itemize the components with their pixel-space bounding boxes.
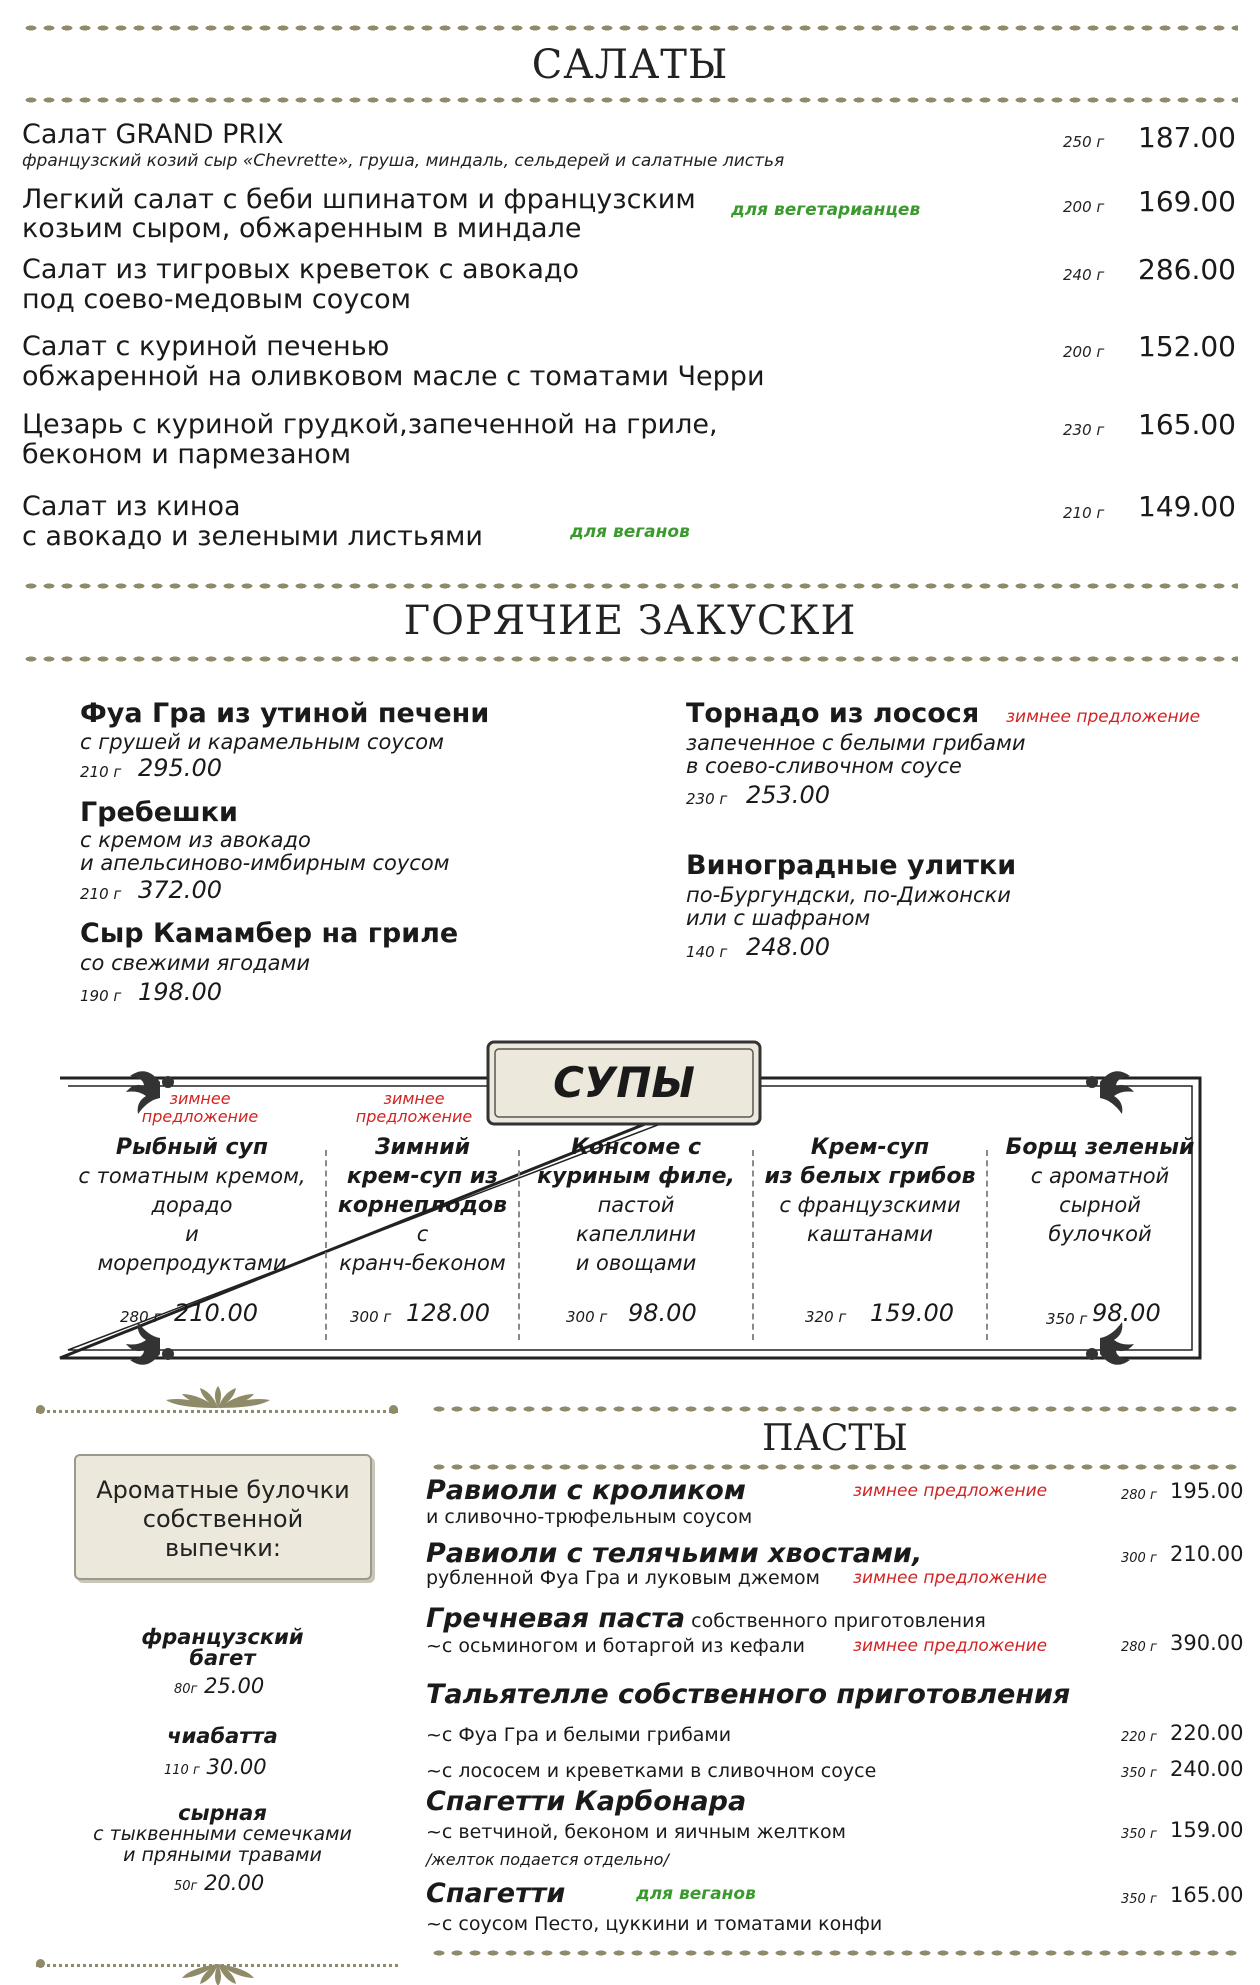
salad-weight: 230 г [1063, 421, 1105, 439]
soup-desc: морепродуктами [97, 1251, 287, 1275]
bread-name: французский [141, 1625, 304, 1649]
salad-name: Салат GRAND PRIX [22, 119, 284, 150]
hot-top-ornament [22, 580, 1238, 592]
salad-name: Цезарь с куриной грудкой,запеченной на гриле, [22, 409, 718, 440]
breads-box-title: Ароматные булочки [96, 1476, 350, 1504]
breads-box-title-line3: выпечки: [165, 1534, 281, 1562]
soup-item-consomme [522, 1133, 750, 1278]
hot-weight: 210 г [80, 763, 122, 781]
top-ornament [22, 22, 1238, 34]
soup-price: 128.00 [406, 1299, 490, 1327]
pasta-price: 165.00 [1170, 1883, 1244, 1907]
soup-desc: капеллини [575, 1222, 697, 1246]
salads-title-ornament [22, 94, 1238, 106]
soup-name: Консоме с [570, 1135, 702, 1160]
hot-weight: 230 г [686, 790, 728, 808]
winter-offer-tag: зимнее предложение [853, 1636, 1048, 1656]
salad-price: 169.00 [1138, 185, 1236, 218]
pasta-sub: ~с лососем и креветками в сливочном соусе [426, 1760, 877, 1782]
leaf-ornament-icon [148, 1384, 288, 1410]
pasta-name: Спагетти Карбонара [426, 1786, 747, 1817]
salads-title: САЛАТЫ [531, 42, 729, 88]
soup-weight: 350 г [1046, 1310, 1088, 1328]
salad-name-line2: обжаренной на оливковом масле с томатами Черри [22, 361, 765, 392]
pasta-bottom-ornament [430, 1948, 1240, 1960]
hot-desc: с кремом из авокадо [80, 828, 311, 852]
pasta-sub: ~с ветчиной, беконом и яичным желтком [426, 1821, 846, 1843]
soup-item-borscht [990, 1133, 1210, 1249]
salad-weight: 200 г [1063, 198, 1105, 216]
bread-name-line3: и пряными травами [123, 1844, 322, 1866]
soup-weight: 320 г [805, 1308, 847, 1326]
soup-weight: 300 г [566, 1308, 608, 1326]
salad-price: 149.00 [1138, 490, 1236, 523]
winter-offer-tag: зимнее предложение [1006, 707, 1201, 727]
pasta-weight: 300 г [1121, 1551, 1157, 1566]
soup-desc: с французскими [779, 1193, 961, 1217]
pasta-price: 159.00 [1170, 1818, 1244, 1842]
salad-weight: 210 г [1063, 504, 1105, 522]
salad-name-line2: беконом и пармезаном [22, 439, 352, 470]
soup-desc: кранч-беконом [339, 1251, 506, 1275]
pasta-weight: 280 г [1121, 1488, 1157, 1503]
pasta-weight: 350 г [1121, 1892, 1157, 1907]
salad-name-line2: с авокадо и зелеными листьями [22, 521, 483, 552]
bread-weight: 110 г [164, 1763, 200, 1778]
pasta-price: 220.00 [1170, 1721, 1244, 1745]
hot-price: 248.00 [746, 933, 830, 961]
pasta-weight: 350 г [1121, 1766, 1157, 1781]
soup-name: Крем-суп [810, 1135, 930, 1160]
soup-item-winter [330, 1133, 515, 1278]
hot-name: Фуа Гра из утиной печени [80, 698, 490, 729]
soup-item-fish [62, 1133, 322, 1278]
soup-divider [518, 1150, 520, 1340]
soups-title: СУПЫ [553, 1058, 695, 1107]
hot-price: 198.00 [138, 978, 222, 1006]
pasta-sub: рубленной Фуа Гра и луковым джемом [426, 1567, 821, 1589]
salad-name-line2: козьим сыром, обжаренным в миндале [22, 213, 582, 244]
salad-price: 286.00 [1138, 253, 1236, 286]
winter-offer-tag [140, 1090, 260, 1126]
soup-weight: 300 г [350, 1308, 392, 1326]
salad-name-line2: под соево-медовым соусом [22, 284, 411, 315]
pasta-sub: ~с Фуа Гра и белыми грибами [426, 1724, 732, 1746]
salad-name: Салат с куриной печенью [22, 331, 390, 362]
soup-price: 98.00 [1092, 1299, 1161, 1327]
hot-weight: 210 г [80, 885, 122, 903]
soup-price: 159.00 [870, 1299, 954, 1327]
soup-weight: 280 г [120, 1308, 162, 1326]
soup-desc: с [416, 1222, 429, 1246]
bread-price-row [164, 1755, 267, 1779]
bread-name-line2: с тыквенными семечками [93, 1823, 352, 1845]
hot-weight: 140 г [686, 943, 728, 961]
soup-name-line2: куриным филе, [537, 1164, 735, 1189]
hot-name: Торнадо из лосося [686, 698, 980, 729]
hot-name: Гребешки [80, 797, 238, 828]
soup-divider [986, 1150, 988, 1340]
salad-price: 187.00 [1138, 121, 1236, 154]
hot-desc-line2: в соево-сливочном соусе [686, 754, 962, 778]
soup-name-line2: из белых грибов [764, 1164, 976, 1189]
salad-desc: французский козий сыр «Chevrette», груша, миндаль, сельдерей и салатные листья [22, 151, 785, 171]
tag-line: предложение [355, 1107, 473, 1126]
hot-desc: со свежими ягодами [80, 951, 311, 975]
soup-name-line2: крем-суп из [346, 1164, 499, 1189]
bread-name-line2: багет [189, 1646, 256, 1670]
hot-desc: с грушей и карамельным соусом [80, 730, 444, 754]
soup-name-line3: корнеплодов [337, 1193, 508, 1218]
tag-line: предложение [141, 1107, 259, 1126]
bread-weight: 80г [174, 1682, 198, 1697]
soup-price: 210.00 [174, 1299, 258, 1327]
soup-name: Рыбный суп [115, 1135, 269, 1160]
salad-weight: 240 г [1063, 266, 1105, 284]
hot-weight: 190 г [80, 987, 122, 1005]
hot-name: Сыр Камамбер на гриле [80, 918, 459, 949]
soup-item-mushroom [756, 1133, 984, 1249]
pasta-title-ornament [430, 1462, 1240, 1474]
soup-price: 98.00 [628, 1299, 697, 1327]
vegan-tag: для веганов [636, 1884, 756, 1904]
pasta-price: 390.00 [1170, 1631, 1244, 1655]
soup-desc: с ароматной [1030, 1164, 1170, 1188]
pasta-name: Равиоли с телячьими хвостами, [426, 1538, 923, 1569]
bread-weight: 50г [174, 1879, 198, 1894]
salad-name: Салат из киноа [22, 491, 241, 522]
pasta-title: ПАСТЫ [762, 1418, 908, 1459]
pasta-price: 240.00 [1170, 1757, 1244, 1781]
soup-desc: сырной [1059, 1193, 1141, 1217]
bread-price-row [174, 1674, 264, 1698]
soup-desc: и [185, 1222, 199, 1246]
tag-line: зимнее [383, 1089, 445, 1108]
bread-price: 30.00 [206, 1755, 267, 1779]
pasta-name-row [426, 1603, 986, 1634]
bread-name: чиабатта [167, 1724, 278, 1748]
hot-desc-line2: или с шафраном [686, 906, 871, 930]
salad-weight: 200 г [1063, 343, 1105, 361]
soup-desc: дорадо [151, 1193, 233, 1217]
pasta-top-ornament [430, 1404, 1240, 1416]
soup-desc: булочкой [1048, 1222, 1152, 1246]
pasta-weight: 350 г [1121, 1827, 1157, 1842]
hot-desc: по-Бургундски, по-Дижонски [686, 883, 1011, 907]
soup-desc: и овощами [575, 1251, 697, 1275]
vegan-tag: для веганов [570, 522, 690, 542]
soup-divider [325, 1150, 327, 1340]
hot-desc: запеченное с белыми грибами [686, 731, 1026, 755]
bread-price-row [174, 1871, 264, 1895]
hot-desc-line2: и апельсиново-имбирным соусом [80, 851, 450, 875]
winter-offer-tag: зимнее предложение [853, 1481, 1048, 1501]
pasta-weight: 280 г [1121, 1640, 1157, 1655]
salad-price: 152.00 [1138, 330, 1236, 363]
soup-desc: пастой [597, 1193, 675, 1217]
pasta-name: Спагетти [426, 1878, 566, 1909]
bread-price: 25.00 [204, 1674, 265, 1698]
pasta-name: Гречневая паста [426, 1603, 686, 1634]
breads-box-title-line2: собственной [142, 1505, 304, 1533]
tag-line: зимнее [169, 1089, 231, 1108]
bread-name: сырная [178, 1801, 267, 1825]
pasta-price: 195.00 [1170, 1479, 1244, 1503]
soup-name: Борщ зеленый [1005, 1135, 1195, 1160]
pasta-weight: 220 г [1121, 1730, 1157, 1745]
pasta-price: 210.00 [1170, 1542, 1244, 1566]
hot-title-ornament [22, 653, 1238, 665]
hot-price: 295.00 [138, 754, 222, 782]
pasta-name-suffix: собственного приготовления [685, 1610, 986, 1632]
pasta-sub: ~с соусом Песто, цуккини и томатами конфи [426, 1913, 883, 1935]
salad-price: 165.00 [1138, 408, 1236, 441]
breads-box [74, 1454, 372, 1580]
salad-name: Салат из тигровых креветок с авокадо [22, 254, 580, 285]
soup-desc: каштанами [807, 1222, 933, 1246]
soup-desc: с томатным кремом, [78, 1164, 306, 1188]
winter-offer-tag [354, 1090, 474, 1126]
pasta-name-tagliatelle: Тальятелле собственного приготовления [426, 1679, 1071, 1710]
salad-name: Легкий салат с беби шпинатом и французским [22, 184, 696, 215]
winter-offer-tag: зимнее предложение [853, 1568, 1048, 1588]
hot-title: ГОРЯЧИЕ ЗАКУСКИ [403, 598, 857, 644]
leaf-ornament-icon [148, 1964, 288, 1985]
pasta-note: /желток подается отдельно/ [426, 1850, 669, 1869]
pasta-sub: ~с осьминогом и ботаргой из кефали [426, 1635, 805, 1657]
hot-name: Виноградные улитки [686, 850, 1017, 881]
hot-price: 372.00 [138, 876, 222, 904]
salad-weight: 250 г [1063, 133, 1105, 151]
bread-price: 20.00 [204, 1871, 265, 1895]
pasta-sub: и сливочно-трюфельным соусом [426, 1506, 753, 1528]
soup-name: Зимний [374, 1135, 471, 1160]
soup-divider [752, 1150, 754, 1340]
vegetarian-tag: для вегетарианцев [731, 200, 921, 220]
hot-price: 253.00 [746, 781, 830, 809]
pasta-name: Равиоли с кроликом [426, 1475, 746, 1506]
